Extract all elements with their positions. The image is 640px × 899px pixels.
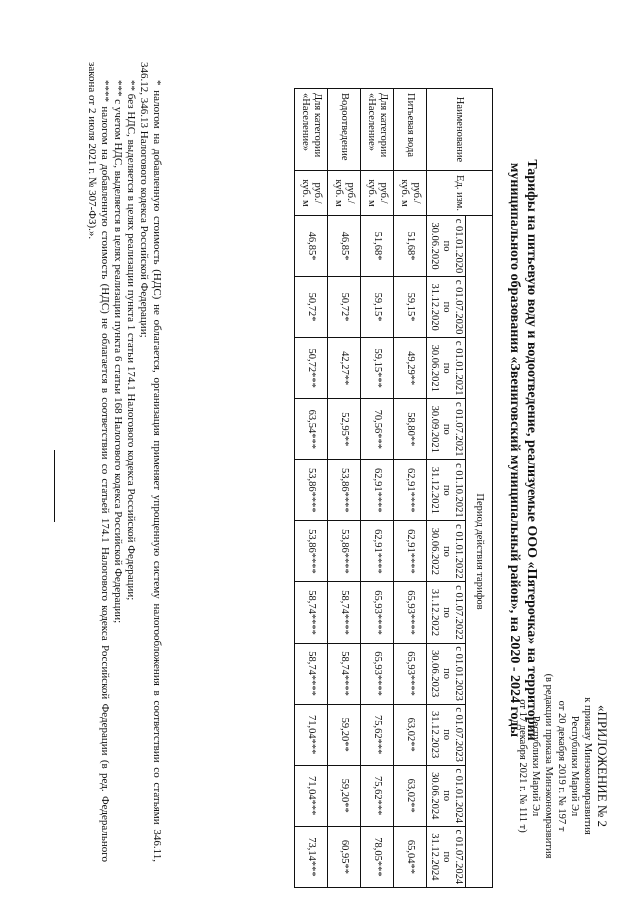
tariff-value-cell: 50,72* (328, 277, 361, 338)
period-header-line: с 01.10.2021 (453, 463, 464, 518)
column-header-name: Наименование (427, 89, 493, 171)
tariff-value-cell: 59,15* (394, 277, 427, 338)
tariff-value-cell: 53,86**** (295, 460, 328, 521)
footnotes (85, 62, 163, 862)
period-header-line: с 01.01.2024 (453, 768, 464, 824)
row-unit-cell-line: куб. м (300, 179, 311, 207)
column-header-period: Период действия тарифов (466, 216, 493, 888)
tariff-value-cell: 59,15* (361, 277, 394, 338)
period-header-line: по 30.09.2021 (429, 405, 452, 453)
period-header-line: по 30.06.2024 (429, 772, 452, 820)
row-unit-cell-line: руб./ (312, 182, 323, 204)
tariff-value-cell: 71,04*** (295, 765, 328, 826)
table-row (361, 89, 394, 888)
tariff-value-cell: 58,74**** (328, 582, 361, 643)
tariff-value-cell: 42,27** (328, 338, 361, 399)
appendix-line: от 17 декабря 2021 г. № 111 т) (517, 699, 528, 833)
tariff-value-cell: 75,62*** (361, 704, 394, 765)
row-unit-cell-line: куб. м (366, 179, 377, 207)
tariff-value-cell: 62,91**** (394, 521, 427, 582)
tariff-table-body (295, 89, 427, 888)
tariff-value-cell: 65,93**** (361, 582, 394, 643)
tariff-value-cell: 63,54*** (295, 399, 328, 460)
period-header-line: по 31.12.2021 (429, 466, 452, 514)
row-unit-cell (328, 171, 361, 216)
table-row (394, 89, 427, 888)
row-name-cell: Питьевая вода (394, 89, 427, 171)
tariff-value-cell: 53,86**** (328, 521, 361, 582)
footnote: ** без НДС, выделяется в целях реализации пункта 1 статьи 174.1 Налогового кодекса Российской Федерации; (125, 80, 137, 601)
row-name-cell-line: «Население» (300, 93, 311, 151)
tariff-value-cell: 52,95** (328, 399, 361, 460)
period-header (427, 643, 466, 704)
period-header (427, 216, 466, 277)
period-header-line: по 31.12.2022 (429, 588, 452, 637)
row-unit-cell-line: куб. м (399, 179, 410, 207)
table-row (328, 89, 361, 888)
tariff-value-cell: 58,74**** (295, 643, 328, 704)
period-header-line: с 01.01.2022 (453, 524, 464, 579)
tariff-value-cell: 59,15*** (361, 338, 394, 399)
tariff-value-cell: 65,93**** (394, 643, 427, 704)
row-unit-cell (361, 171, 394, 216)
tariff-value-cell: 46,85* (295, 216, 328, 277)
tariff-value-cell: 58,80** (394, 399, 427, 460)
tariff-value-cell: 78,05*** (361, 826, 394, 887)
tariff-value-cell: 70,56*** (361, 399, 394, 460)
row-unit-cell-line: руб./ (411, 182, 422, 204)
footnote: *** с учетом НДС, выделяется в целях реализации пункта 6 статьи 168 Налогового кодекса Российской Федерации; (112, 80, 124, 624)
tariff-value-cell: 65,93**** (361, 643, 394, 704)
period-header (427, 765, 466, 826)
period-header-line: по 30.06.2022 (429, 527, 452, 576)
tariff-value-cell: 71,04*** (295, 704, 328, 765)
tariff-value-cell: 51,68* (394, 216, 427, 277)
tariff-value-cell: 65,04** (394, 826, 427, 887)
period-header (427, 704, 466, 765)
appendix-line: к приказу Минэкономразвития (582, 697, 593, 835)
period-header-line: с 01.07.2021 (453, 402, 464, 457)
tariff-value-cell: 49,29** (394, 338, 427, 399)
appendix-title: «ПРИЛОЖЕНИЕ № 2 (595, 704, 610, 828)
row-unit-cell (394, 171, 427, 216)
period-header (427, 521, 466, 582)
tariff-value-cell: 50,72* (295, 277, 328, 338)
row-unit-cell-line: куб. м (333, 179, 344, 207)
period-header-line: с 01.01.2021 (453, 340, 464, 396)
period-header-line: по 31.12.2023 (429, 711, 452, 759)
tariff-value-cell: 53,86**** (328, 460, 361, 521)
tariff-value-cell: 59,20** (328, 765, 361, 826)
period-header (427, 460, 466, 521)
period-header-line: с 01.07.2020 (453, 279, 464, 335)
appendix-line: (в редакции приказа Минэкономразвития (543, 673, 554, 859)
tariff-value-cell: 59,20** (328, 704, 361, 765)
footnote: * налогом на добавленную стоимость (НДС) не облагается, организация применяет упрощенную систему налогообложения в соответствии со статьями 346.11, 346.12, 346.13 Налогового кодекса Российской Федерации; (138, 62, 163, 862)
row-name-cell (361, 89, 394, 171)
tariff-value-cell: 75,62*** (361, 765, 394, 826)
tariff-value-cell: 62,91**** (361, 460, 394, 521)
period-header-line: по 30.06.2020 (429, 222, 452, 270)
title-line-2: муниципального образования «Звениговский муниципальный район», на 2020 - 2024 годы (507, 162, 522, 738)
row-name-cell-line: Для категории (378, 93, 389, 158)
tariff-value-cell: 58,74**** (328, 643, 361, 704)
tariff-value-cell: 58,74**** (295, 582, 328, 643)
row-name-cell: Водоотведение (328, 89, 361, 171)
tariff-value-cell: 63,02** (394, 704, 427, 765)
row-unit-cell-line: руб./ (345, 182, 356, 204)
tariff-value-cell: 50,72*** (295, 338, 328, 399)
tariff-value-cell: 46,85* (328, 216, 361, 277)
period-header-line: по 31.12.2024 (429, 833, 452, 881)
tariff-value-cell: 53,86**** (295, 521, 328, 582)
closing-rule (54, 450, 55, 522)
period-header (427, 826, 466, 887)
appendix-line: Республики Марий Эл (530, 715, 541, 817)
period-header (427, 277, 466, 338)
tariffs-table (294, 88, 493, 888)
tariff-value-cell: 62,91**** (394, 460, 427, 521)
footnote: **** налогом на добавленную стоимость (НДС) не облагается в соответствии со статьей 174.1 Налогового кодекса Российской Федерации (в ред. Федерального закона от 2 июля 2021 г. № 307-ФЗ).». (86, 62, 111, 862)
period-header-line: по 30.06.2021 (429, 344, 452, 392)
row-unit-cell-line: руб./ (378, 182, 389, 204)
period-header (427, 582, 466, 643)
tariff-value-cell: 60,95** (328, 826, 361, 887)
tariff-value-cell: 65,93**** (394, 582, 427, 643)
appendix-line: от 20 декабря 2019 г. № 197 т (556, 700, 567, 832)
title-line-1: Тарифы на питьевую воду и водоотведение, реализуемые ООО «Пятерочка» на территории (524, 159, 539, 741)
period-header-line: по 31.12.2020 (429, 283, 452, 331)
period-header-line: с 01.07.2024 (453, 829, 464, 885)
tariff-value-cell: 73,14*** (295, 826, 328, 887)
row-unit-cell (295, 171, 328, 216)
period-header-line: с 01.07.2022 (453, 585, 464, 640)
period-header (427, 399, 466, 460)
row-name-cell-line: «Население» (366, 93, 377, 151)
table-row (295, 89, 328, 888)
tariff-value-cell: 63,02** (394, 765, 427, 826)
appendix-line: Республики Марий Эл (569, 715, 580, 817)
period-header-line: по 30.06.2023 (429, 649, 452, 698)
tariff-value-cell: 51,68* (361, 216, 394, 277)
document-title (506, 140, 540, 760)
row-name-cell (295, 89, 328, 171)
column-header-unit: Ед. изм. (427, 171, 493, 216)
row-name-cell-line: Для категории (312, 93, 323, 158)
period-header-line: с 01.01.2020 (453, 218, 464, 274)
period-header (427, 338, 466, 399)
period-header-line: с 01.01.2023 (453, 646, 464, 701)
tariff-value-cell: 62,91**** (361, 521, 394, 582)
period-header-line: с 01.07.2023 (453, 707, 464, 762)
